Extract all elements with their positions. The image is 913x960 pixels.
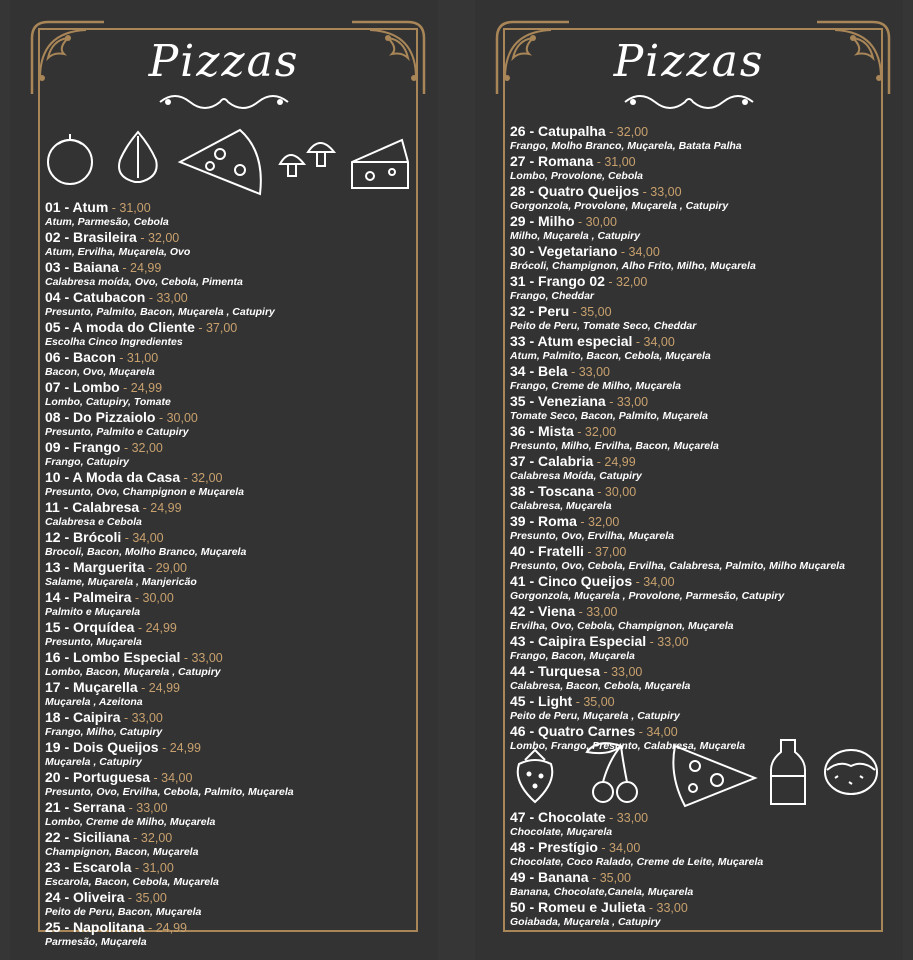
menu-item-title xyxy=(45,410,410,425)
menu-item-title xyxy=(510,334,875,349)
menu-item-name: 42 - Viena xyxy=(510,603,576,619)
pizza-list xyxy=(45,200,410,950)
menu-item-ingredients: Peito de Peru, Tomate Seco, Cheddar xyxy=(510,320,697,332)
menu-item-title xyxy=(510,424,875,439)
menu-item-price: - 30,00 xyxy=(574,215,617,229)
menu-item-ingredients: Presunto, Muçarela xyxy=(45,636,142,648)
menu-item xyxy=(510,664,875,693)
menu-item-title xyxy=(45,260,410,275)
menu-item-price: - 34,00 xyxy=(617,245,660,259)
menu-item-ingredients: Atum, Palmito, Bacon, Cebola, Muçarela xyxy=(510,350,711,362)
pizza-list xyxy=(510,124,875,754)
menu-item-price: - 24,99 xyxy=(118,261,162,275)
menu-item-name: 40 - Fratelli xyxy=(510,543,584,559)
menu-item-name: 03 - Baiana xyxy=(45,259,119,275)
menu-item xyxy=(510,274,875,303)
menu-item xyxy=(510,810,875,839)
menu-item-name: 01 - Atum xyxy=(45,199,109,215)
menu-item-name: 16 - Lombo Especial xyxy=(45,649,181,665)
menu-item-name: 22 - Siciliana xyxy=(45,829,130,845)
menu-item-name: 19 - Dois Queijos xyxy=(45,739,159,755)
menu-item xyxy=(510,604,875,633)
menu-item-title xyxy=(45,890,410,905)
menu-item xyxy=(510,214,875,243)
donut-icon xyxy=(825,750,877,794)
menu-item-ingredients: Calabresa Moída, Catupiry xyxy=(510,470,642,482)
menu-item-title xyxy=(510,154,875,169)
menu-item-ingredients: Banana, Chocolate,Canela, Muçarela xyxy=(510,886,694,898)
menu-item-price: - 33,00 xyxy=(567,365,610,379)
flourish-icon xyxy=(10,90,438,114)
menu-item-price: - 33,00 xyxy=(600,665,643,679)
menu-item xyxy=(45,860,410,889)
menu-item-title xyxy=(510,604,875,619)
menu-item xyxy=(45,680,410,709)
menu-item-ingredients: Atum, Ervilha, Muçarela, Ovo xyxy=(45,246,191,258)
menu-item-name: 09 - Frango xyxy=(45,439,121,455)
menu-item-title xyxy=(510,694,875,709)
menu-item-ingredients: Gorgonzola, Provolone, Muçarela , Catupiry xyxy=(510,200,729,212)
pizza-slice-icon xyxy=(673,746,755,806)
menu-item-name: 05 - A moda do Cliente xyxy=(45,319,195,335)
menu-item xyxy=(510,900,875,929)
menu-item-name: 14 - Palmeira xyxy=(45,589,132,605)
menu-item-ingredients: Calabresa moída, Ovo, Cebola, Pimenta xyxy=(45,276,243,288)
menu-item xyxy=(510,634,875,663)
menu-item-price: - 34,00 xyxy=(597,841,641,855)
menu-title: Pizzas xyxy=(148,36,300,87)
menu-item-title xyxy=(45,590,410,605)
menu-item-name: 39 - Roma xyxy=(510,513,577,529)
menu-item-title xyxy=(45,350,410,365)
menu-item xyxy=(510,334,875,363)
menu-item-name: 26 - Catupalha xyxy=(510,123,606,139)
menu-item-price: - 33,00 xyxy=(645,901,688,915)
menu-item-price: - 24,99 xyxy=(119,381,163,395)
flourish-icon xyxy=(475,90,903,114)
menu-item-title xyxy=(45,560,410,575)
sweet-pizza-list xyxy=(510,810,875,930)
menu-item-price: - 32,00 xyxy=(605,125,649,139)
menu-item xyxy=(45,350,410,379)
menu-item-name: 49 - Banana xyxy=(510,869,589,885)
menu-item-ingredients: Brócoli, Champignon, Alho Frito, Milho, Muçarela xyxy=(510,260,756,272)
menu-item-ingredients: Milho, Muçarela , Catupiry xyxy=(510,230,641,242)
menu-item-ingredients: Goiabada, Muçarela , Catupiry xyxy=(510,916,661,928)
menu-item-name: 47 - Chocolate xyxy=(510,809,606,825)
menu-item-title xyxy=(45,620,410,635)
menu-item-name: 35 - Veneziana xyxy=(510,393,606,409)
menu-item-title xyxy=(510,364,875,379)
menu-item-price: - 33,00 xyxy=(180,651,223,665)
menu-item-ingredients: Brocoli, Bacon, Molho Branco, Muçarela xyxy=(45,546,247,558)
menu-item-title xyxy=(510,274,875,289)
menu-item-name: 17 - Muçarella xyxy=(45,679,138,695)
menu-item-name: 33 - Atum especial xyxy=(510,333,633,349)
menu-item-name: 23 - Escarola xyxy=(45,859,132,875)
right-menu-panel xyxy=(475,0,903,960)
menu-item-price: - 32,00 xyxy=(604,275,648,289)
ingredients-illustration xyxy=(40,122,416,202)
menu-item-name: 24 - Oliveira xyxy=(45,889,125,905)
menu-item-ingredients: Frango, Catupiry xyxy=(45,456,130,468)
menu-item-ingredients: Bacon, Ovo, Muçarela xyxy=(45,366,155,378)
menu-item-title xyxy=(45,500,410,515)
menu-item-ingredients: Chocolate, Coco Ralado, Creme de Leite, Muçarela xyxy=(510,856,764,868)
menu-item-title xyxy=(510,900,875,915)
menu-title: Pizzas xyxy=(613,36,765,87)
menu-item-name: 44 - Turquesa xyxy=(510,663,600,679)
menu-item-title xyxy=(510,574,875,589)
menu-item-title xyxy=(510,544,875,559)
desserts-illustration xyxy=(505,732,881,812)
menu-item-title xyxy=(510,870,875,885)
menu-item-price: - 30,00 xyxy=(131,591,174,605)
menu-item-name: 31 - Frango 02 xyxy=(510,273,605,289)
menu-item xyxy=(510,840,875,869)
menu-item-ingredients: Presunto, Ovo, Ervilha, Muçarela xyxy=(510,530,674,542)
menu-item-name: 30 - Vegetariano xyxy=(510,243,618,259)
menu-item xyxy=(510,124,875,153)
menu-item-ingredients: Escarola, Bacon, Cebola, Muçarela xyxy=(45,876,219,888)
menu-item-ingredients: Frango, Molho Branco, Muçarela, Batata Palha xyxy=(510,140,742,152)
menu-item-title xyxy=(45,320,410,335)
menu-item-title xyxy=(510,810,875,825)
menu-item-title xyxy=(510,124,875,139)
menu-item xyxy=(45,320,410,349)
menu-item-price: - 35,00 xyxy=(569,305,612,319)
strawberry-icon xyxy=(518,750,553,802)
menu-item xyxy=(45,740,410,769)
menu-item xyxy=(45,920,410,949)
menu-item-price: - 33,00 xyxy=(120,711,163,725)
menu-item-ingredients: Palmito e Muçarela xyxy=(45,606,141,618)
menu-item-title xyxy=(45,650,410,665)
menu-item-price: - 30,00 xyxy=(593,485,637,499)
menu-item xyxy=(510,454,875,483)
menu-item-price: - 33,00 xyxy=(646,635,689,649)
menu-item xyxy=(510,574,875,603)
menu-item-ingredients: Salame, Muçarela , Manjericão xyxy=(45,576,197,588)
menu-item-ingredients: Calabresa, Bacon, Cebola, Muçarela xyxy=(510,680,691,692)
menu-item-ingredients: Presunto, Ovo, Cebola, Ervilha, Calabresa, Palmito, Milho Muçarela xyxy=(510,560,845,572)
menu-item-price: - 37,00 xyxy=(194,321,238,335)
menu-item-price: - 24,99 xyxy=(139,501,182,515)
left-menu-panel xyxy=(10,0,438,960)
pizza-slice-icon xyxy=(180,130,261,194)
menu-item-price: - 31,00 xyxy=(593,155,636,169)
menu-item-price: - 24,99 xyxy=(134,621,177,635)
menu-item xyxy=(45,410,410,439)
menu-item-name: 34 - Bela xyxy=(510,363,568,379)
menu-item-price: - 32,00 xyxy=(120,441,163,455)
menu-item xyxy=(45,770,410,799)
menu-item xyxy=(510,184,875,213)
menu-item-name: 25 - Napolitana xyxy=(45,919,145,935)
menu-item-title xyxy=(45,710,410,725)
menu-item-name: 50 - Romeu e Julieta xyxy=(510,899,646,915)
menu-item-title xyxy=(45,440,410,455)
menu-item-name: 21 - Serrana xyxy=(45,799,126,815)
menu-item-ingredients: Frango, Cheddar xyxy=(510,290,595,302)
menu-item-price: - 33,00 xyxy=(639,185,682,199)
menu-item xyxy=(510,544,875,573)
menu-item-name: 29 - Milho xyxy=(510,213,575,229)
menu-item-name: 06 - Bacon xyxy=(45,349,116,365)
menu-item-name: 46 - Quatro Carnes xyxy=(510,723,636,739)
menu-item xyxy=(45,560,410,589)
menu-item-price: - 34,00 xyxy=(150,771,193,785)
menu-item-name: 38 - Toscana xyxy=(510,483,594,499)
menu-item-ingredients: Presunto, Palmito, Bacon, Muçarela , Catupiry xyxy=(45,306,275,318)
menu-item-title xyxy=(510,664,875,679)
menu-item-title xyxy=(510,244,875,259)
menu-item-name: 18 - Caipira xyxy=(45,709,121,725)
menu-item-name: 41 - Cinco Queijos xyxy=(510,573,633,589)
menu-item-ingredients: Lombo, Bacon, Muçarela , Catupiry xyxy=(45,666,221,678)
menu-item-price: - 24,99 xyxy=(144,921,187,935)
menu-item xyxy=(45,200,410,229)
menu-item-ingredients: Lombo, Creme de Milho, Muçarela xyxy=(45,816,216,828)
menu-item-ingredients: Peito de Peru, Bacon, Muçarela xyxy=(45,906,202,918)
menu-item-ingredients: Lombo, Provolone, Cebola xyxy=(510,170,644,182)
menu-item-price: - 33,00 xyxy=(605,811,649,825)
menu-item-name: 43 - Caipira Especial xyxy=(510,633,647,649)
menu-item-title xyxy=(45,470,410,485)
menu-item xyxy=(45,290,410,319)
menu-item-price: - 33,00 xyxy=(605,395,649,409)
menu-item-price: - 33,00 xyxy=(575,605,618,619)
tomato-icon xyxy=(48,134,92,184)
menu-item-ingredients: Presunto, Ovo, Ervilha, Cebola, Palmito, Muçarela xyxy=(45,786,294,798)
menu-item-ingredients: Frango, Bacon, Muçarela xyxy=(510,650,635,662)
menu-item-name: 11 - Calabresa xyxy=(45,499,140,515)
menu-item-price: - 31,00 xyxy=(131,861,174,875)
menu-item-price: - 34,00 xyxy=(121,531,164,545)
menu-item xyxy=(45,530,410,559)
menu-item-title xyxy=(45,830,410,845)
menu-item-price: - 29,00 xyxy=(144,561,187,575)
menu-item-ingredients: Frango, Creme de Milho, Muçarela xyxy=(510,380,681,392)
menu-item xyxy=(510,424,875,453)
menu-item-price: - 34,00 xyxy=(632,335,675,349)
menu-item xyxy=(510,394,875,423)
menu-item xyxy=(510,870,875,899)
menu-item-ingredients: Muçarela , Azeitona xyxy=(45,696,143,708)
menu-item-price: - 31,00 xyxy=(108,201,151,215)
menu-item-name: 48 - Prestígio xyxy=(510,839,598,855)
menu-item-title xyxy=(45,920,410,935)
milk-bottle-icon xyxy=(771,740,805,804)
menu-item-title xyxy=(45,800,410,815)
menu-item-ingredients: Calabresa e Cebola xyxy=(45,516,142,528)
menu-item-name: 37 - Calabria xyxy=(510,453,594,469)
menu-item-ingredients: Presunto, Milho, Ervilha, Bacon, Muçarela xyxy=(510,440,719,452)
menu-item-price: - 24,99 xyxy=(593,455,636,469)
menu-item-title xyxy=(510,454,875,469)
menu-item-ingredients: Escolha Cinco Ingredientes xyxy=(45,336,183,348)
cherry-icon xyxy=(587,743,637,802)
mushroom-icon xyxy=(280,143,334,176)
menu-item xyxy=(510,694,875,723)
menu-item-ingredients: Lombo, Catupiry, Tomate xyxy=(45,396,171,408)
menu-item-name: 13 - Marguerita xyxy=(45,559,145,575)
menu-item xyxy=(45,440,410,469)
menu-item xyxy=(45,890,410,919)
menu-item-ingredients: Muçarela , Catupiry xyxy=(45,756,142,768)
menu-item-title xyxy=(510,214,875,229)
menu-item-price: - 24,99 xyxy=(158,741,201,755)
menu-item-title xyxy=(510,514,875,529)
menu-item-name: 15 - Orquídea xyxy=(45,619,135,635)
menu-item-title xyxy=(510,840,875,855)
menu-item-price: - 34,00 xyxy=(635,725,678,739)
menu-item-name: 28 - Quatro Queijos xyxy=(510,183,640,199)
menu-item xyxy=(510,514,875,543)
menu-item-name: 45 - Light xyxy=(510,693,573,709)
menu-item-ingredients: Peito de Peru, Muçarela , Catupiry xyxy=(510,710,680,722)
menu-item xyxy=(45,710,410,739)
menu-item-ingredients: Presunto, Palmito e Catupiry xyxy=(45,426,189,438)
menu-item-name: 07 - Lombo xyxy=(45,379,120,395)
menu-item-ingredients: Frango, Milho, Catupiry xyxy=(45,726,163,738)
menu-item-name: 10 - A Moda da Casa xyxy=(45,469,181,485)
menu-item-name: 04 - Catubacon xyxy=(45,289,146,305)
menu-item-ingredients: Parmesão, Muçarela xyxy=(45,936,147,948)
menu-item xyxy=(45,260,410,289)
menu-item-price: - 32,00 xyxy=(180,471,223,485)
menu-item-title xyxy=(45,200,410,215)
menu-item-title xyxy=(45,530,410,545)
menu-item-price: - 33,00 xyxy=(125,801,168,815)
menu-item-title xyxy=(510,484,875,499)
menu-item-price: - 30,00 xyxy=(155,411,198,425)
menu-item xyxy=(45,500,410,529)
menu-item xyxy=(510,304,875,333)
menu-item-title xyxy=(510,304,875,319)
menu-item xyxy=(510,154,875,183)
cheese-icon xyxy=(352,140,408,188)
menu-item-title xyxy=(45,740,410,755)
menu-item-price: - 32,00 xyxy=(576,515,620,529)
menu-item-title xyxy=(45,680,410,695)
menu-item-price: - 37,00 xyxy=(583,545,627,559)
menu-item-ingredients: Presunto, Ovo, Champignon e Muçarela xyxy=(45,486,244,498)
menu-item-price: - 33,00 xyxy=(145,291,188,305)
menu-item-name: 36 - Mista xyxy=(510,423,574,439)
menu-item-price: - 24,99 xyxy=(137,681,180,695)
menu-item-ingredients: Tomate Seco, Bacon, Palmito, Muçarela xyxy=(510,410,709,422)
menu-item-ingredients: Gorgonzola, Muçarela , Provolone, Parmesão, Catupiry xyxy=(510,590,785,602)
menu-item-price: - 31,00 xyxy=(115,351,159,365)
menu-item xyxy=(510,364,875,393)
menu-item-ingredients: Atum, Parmesão, Cebola xyxy=(45,216,169,228)
menu-item-title xyxy=(510,634,875,649)
menu-item xyxy=(45,650,410,679)
menu-item-ingredients: Lombo, Frango, Presunto, Calabresa, Muçarela xyxy=(510,740,746,752)
menu-item xyxy=(45,830,410,859)
menu-item-title xyxy=(45,770,410,785)
menu-item-title xyxy=(45,290,410,305)
menu-item-price: - 35,00 xyxy=(124,891,167,905)
menu-item xyxy=(45,230,410,259)
garlic-icon xyxy=(119,132,157,182)
menu-item-price: - 35,00 xyxy=(588,871,631,885)
menu-item-title xyxy=(510,394,875,409)
menu-item-name: 08 - Do Pizzaiolo xyxy=(45,409,156,425)
menu-item-title xyxy=(45,860,410,875)
menu-item-name: 27 - Romana xyxy=(510,153,594,169)
menu-item xyxy=(45,470,410,499)
menu-item-name: 20 - Portuguesa xyxy=(45,769,151,785)
menu-item-price: - 32,00 xyxy=(129,831,173,845)
menu-item-price: - 34,00 xyxy=(632,575,675,589)
menu-item-name: 32 - Peru xyxy=(510,303,570,319)
menu-item-title xyxy=(45,230,410,245)
menu-item xyxy=(45,620,410,649)
menu-item xyxy=(510,244,875,273)
menu-item-ingredients: Chocolate, Muçarela xyxy=(510,826,613,838)
menu-item-title xyxy=(510,184,875,199)
menu-item-price: - 32,00 xyxy=(136,231,180,245)
menu-item-ingredients: Calabresa, Muçarela xyxy=(510,500,612,512)
menu-item-title xyxy=(45,380,410,395)
menu-item xyxy=(510,484,875,513)
menu-item-price: - 35,00 xyxy=(572,695,615,709)
menu-item-price: - 32,00 xyxy=(573,425,617,439)
menu-item-name: 02 - Brasileira xyxy=(45,229,137,245)
menu-item-name: 12 - Brócoli xyxy=(45,529,122,545)
menu-item xyxy=(45,800,410,829)
menu-item-ingredients: Champignon, Bacon, Muçarela xyxy=(45,846,199,858)
menu-item xyxy=(45,590,410,619)
menu-item xyxy=(45,380,410,409)
menu-item-ingredients: Ervilha, Ovo, Cebola, Champignon, Muçarela xyxy=(510,620,734,632)
